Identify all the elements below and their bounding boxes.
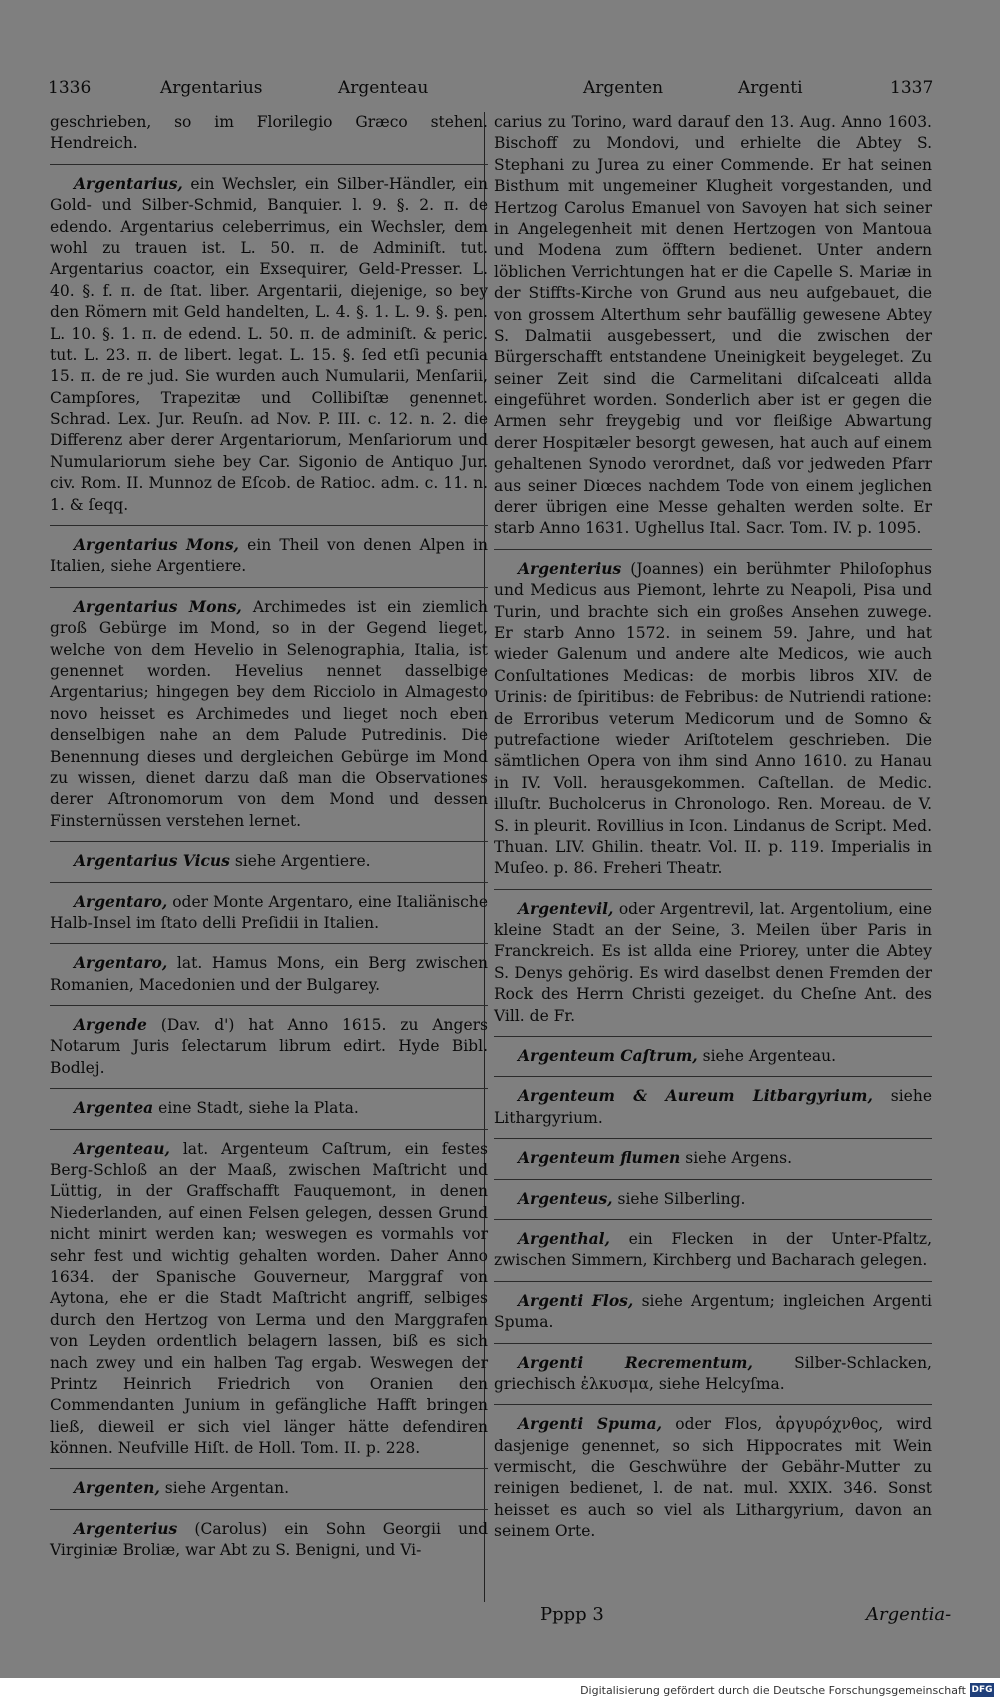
entry-separator	[50, 841, 488, 842]
dictionary-entry	[494, 1228, 932, 1272]
dictionary-entry	[494, 112, 932, 540]
entry-lemma: Argenti Spuma,	[518, 1414, 663, 1434]
entry-lemma: Argende	[74, 1015, 147, 1035]
left-column	[50, 112, 488, 1571]
entry-lemma: Argenteus,	[518, 1188, 613, 1208]
guide-word-3: Argenten	[583, 78, 664, 98]
dictionary-entry	[50, 1477, 488, 1499]
dictionary-entry	[50, 1014, 488, 1079]
entry-lemma: Argentarius Mons,	[74, 596, 242, 616]
entry-text: siehe Argentiere.	[234, 852, 371, 871]
dictionary-entry	[50, 1138, 488, 1460]
dictionary-entry	[50, 112, 488, 155]
entry-separator	[50, 1468, 488, 1469]
dictionary-entry	[50, 891, 488, 935]
entry-lemma: Argenten,	[74, 1478, 160, 1498]
entry-separator	[50, 943, 488, 944]
dictionary-entry	[494, 898, 932, 1027]
entry-lemma: Argentea	[74, 1098, 154, 1118]
entry-separator	[494, 889, 932, 890]
entry-separator	[50, 1005, 488, 1006]
entry-lemma: Argenteum Caſtrum,	[518, 1046, 698, 1066]
entry-text: (Joannes) ein berühmter Philoſophus und Medicus aus Piemont, lehrte zu Neapoli, Pisa und Turin, und brachte sich ein großes Ansehen zuwege. Er starb Anno 1572. in seinem 59. Jahre, und hat wieder Galenum und andere alte Medicos, wie auch Conſultationes Medicas: de morbis libros XIV. de Urinis: de ſpiritibus: de Febribus: de Nutriendi ratione: de Erroribus veterum Medicorum und de Somno & putrefactione wieder Ariſtotelem geschrieben. Die sämtlichen Opera von ihm sind Anno 1610. zu Hanau in IV. Voll. herausgekommen. Caſtellan. de Medic. illuſtr. Bucholcerus in Chronologo. Ren. Moreau. de V. S. in pleurit. Rovillius in Icon. Lindanus de Script. Med. Thuan. LIV. Ghilin. theatr. Vol. II. p. 119. Imperialis in Muſeo. p. 86. Freheri Theatr.	[494, 559, 932, 878]
entry-lemma: Argenterius	[74, 1518, 178, 1538]
page-number-left: 1336	[48, 78, 92, 98]
entry-text: eine Stadt, siehe la Plata.	[158, 1099, 359, 1118]
right-column	[494, 112, 932, 1552]
dictionary-entry	[494, 1290, 932, 1334]
entry-text: oder Argentrevil, lat. Argentolium, eine kleine Stadt an der Seine, 3. Meilen über Paris in Franckreich. Es ist allda eine Priorey, unter die Abtey S. Denys gehörig. Es wird daselbst denen Fremden der Rock des Herrn Christi gezeiget. du Cheſne Ant. des Vill. de Fr.	[494, 899, 932, 1025]
entry-separator	[494, 1036, 932, 1037]
credit-text: Digitalisierung gefördert durch die Deutsche Forschungsgemeinschaft	[580, 1684, 966, 1697]
guide-word-1: Argentarius	[160, 78, 263, 98]
entry-lemma: Argenti Flos,	[518, 1290, 634, 1310]
entry-separator	[50, 587, 488, 588]
signature-mark: Pppp 3	[540, 1604, 604, 1625]
entry-text: geschrieben, so im Florilegio Græco stehen. Hendreich.	[50, 113, 488, 153]
entry-text: oder Flos, ἀργυρόχνθος, wird dasjenige genennet, so sich Hippocrates mit Wein vermischt, die Geschwühre der Gebähr-Mutter zu reinigen bedienet, l. de nat. mul. XXIX. 346. Sonst heisset es auch so viel als Lithargyrium, davon an seinem Orte.	[494, 1415, 932, 1541]
dictionary-entry	[494, 1085, 932, 1129]
entry-separator	[494, 1343, 932, 1344]
entry-lemma: Argentarius,	[74, 173, 183, 193]
entry-text: oder Monte Argentaro, eine Italiänische Halb-Insel im ſtato delli Preſidii in Italien.	[50, 892, 488, 932]
entry-text: siehe Argentum; ingleichen Argenti Spuma.	[494, 1291, 933, 1332]
entry-text: lat. Argenteum Caſtrum, ein festes Berg-Schloß an der Maaß, zwischen Maſtricht und Lüttig, in der Graffschafft Fauquemont, in denen Niederlanden, auf einen Felsen gelegen, dessen Grund nicht minirt werden kan; weswegen es vormahls vor sehr fest und wichtig gehalten worden. Daher Anno 1634. der Spanische Gouverneur, Marggraf von Aytona, ehe er die Stadt Maſtricht angriff, selbiges durch den Hertzog von Lerma und den Marggrafen von Leyden ordentlich belagern lassen, biß es sich nach zwey und ein halben Tag ergab. Weswegen der Printz Heinrich Friedrich von Oranien den Commendanten Junium in gefängliche Hafft bringen ließ, dieweil er sich viel länger hätte defendiren können. Neufville Hiſt. de Holl. Tom. II. p. 228.	[50, 1139, 488, 1458]
page-number-right: 1337	[890, 78, 934, 98]
entry-text: siehe Argenteau.	[702, 1047, 837, 1066]
entry-separator	[494, 1219, 932, 1220]
entry-text: Silber-Schlacken, griechisch ἐλκυσμα, siehe Helcyſma.	[494, 1353, 932, 1393]
entry-lemma: Argenthal,	[518, 1228, 610, 1248]
entry-separator	[494, 1404, 932, 1405]
entry-text: Archimedes ist ein ziemlich groß Gebürge im Mond, so in der Gegend lieget, welche von dem Hevelio in Selenographia, Italia, ist genennet worden. Hevelius nennet dasselbige Argentarius; hingegen bey dem Ricciolo in Almagesto novo heisset es Archimedes und lieget noch eben denselbigen nahe an dem Palude Putredinis. Die Benennung dieses und dergleichen Gebürge im Mond zu wissen, dienet darzu daß man die Observationes derer Aſtronomorum von dem Mond und dessen Finsternüssen verstehen lernet.	[50, 597, 488, 830]
entry-text: (Carolus) ein Sohn Georgii und Virginiæ Broliæ, war Abt zu S. Benigni, und Vi-	[50, 1519, 488, 1560]
dictionary-entry	[50, 850, 488, 872]
entry-separator	[50, 1509, 488, 1510]
entry-separator	[494, 1138, 932, 1139]
dictionary-entry	[494, 558, 932, 880]
entry-lemma: Argentaro,	[74, 953, 168, 973]
entry-lemma: Argenterius	[518, 558, 622, 578]
entry-separator	[494, 1076, 932, 1077]
dictionary-entry	[494, 1352, 932, 1396]
entry-separator	[494, 549, 932, 550]
dfg-logo: DFG	[971, 1685, 993, 1695]
entry-text: siehe Lithargyrium.	[494, 1087, 932, 1127]
entry-text: carius zu Torino, ward darauf den 13. Aug. Anno 1603. Bischoff zu Mondovi, und erhielte die Abtey S. Stephani zu Jurea zu einer Commende. Er hat seinen Bisthum mit ungemeiner Klugheit vorgestanden, und Hertzog Carolus Emanuel von Savoyen hat sich seiner in Angelegenheit mit denen Hertzogen von Mantoua und Modena zum öfftern bedienet. Unter andern löblichen Verrichtungen hat er die Capelle S. Mariæ in der Stiffts-Kirche von Grund aus neu aufgebauet, die von grossem Alterthum sehr baufällig gewesene Abtey S. Dalmatii ausgebessert, und die zwischen der Bürgerschafft entstandene Uneinigkeit beygeleget. Zu seiner Zeit sind die Carmelitani diſcalceati allda eingeführet worden. Sonderlich aber ist er gegen die Armen sehr freygebig und vor fleißige Abwartung derer Hospitæler besorgt gewesen, hat auch auf einem gehaltenen Synodo verordnet, daß vor jedweden Pfarr aus seiner Diœces nachdem Tode von einem jeglichen derer übrigen eine Messe gehalten werden solte. Er starb Anno 1631. Ughellus Ital. Sacr. Tom. IV. p. 1095.	[494, 113, 932, 538]
entry-lemma: Argenteum flumen	[518, 1148, 681, 1168]
dictionary-entry	[50, 596, 488, 832]
entry-lemma: Argenti Recrementum,	[518, 1352, 753, 1372]
entry-lemma: Argentarius Mons,	[74, 535, 239, 555]
entry-separator	[494, 1281, 932, 1282]
entry-separator	[50, 525, 488, 526]
entry-separator	[50, 164, 488, 165]
entry-lemma: Argentevil,	[518, 898, 614, 918]
entry-text: siehe Silberling.	[617, 1189, 746, 1208]
running-header	[48, 78, 934, 102]
page-footer	[0, 1604, 1000, 1644]
dictionary-entry	[494, 1045, 932, 1067]
entry-lemma: Argenteau,	[74, 1138, 170, 1158]
entry-text: lat. Hamus Mons, ein Berg zwischen Romanien, Macedonien und der Bulgarey.	[50, 954, 488, 994]
entry-text: siehe Argens.	[685, 1149, 792, 1168]
entry-text: ein Theil von denen Alpen in Italien, siehe Argentiere.	[50, 536, 488, 576]
entry-text: ein Wechsler, ein Silber-Händler, ein Gold- und Silber-Schmid, Banquier. l. 9. §. 2. π. de edendo. Argentarius celeberrimus, ein Wechsler, dem wohl zu trauen ist. L. 50. π. de Adminiſt. tut. Argentarius coactor, ein Exsequirer, Geld-Presser. L. 40. §. f. π. de ſtat. liber. Argentarii, diejenige, so bey den Römern mit Geld handelten, L. 4. §. 1. L. 9. §. pen. L. 10. §. 1. π. de edend. L. 50. π. de adminiſt. & peric. tut. L. 23. π. de libert. legat. L. 15. §. ſed etſi pecunia 15. π. de re jud. Sie wurden auch Numularii, Menſarii, Campſores, Trapezitæ und Collibiſtæ genennet. Schrad. Lex. Jur. Reuſn. ad Nov. P. III. c. 12. n. 2. die Differenz aber derer Argentariorum, Menſariorum und Numulariorum siehe bey Car. Sigonio de Antiquo Jur. civ. Rom. II. Munnoz de Eſcob. de Ratioc. adm. c. 11. n. 1. & ſeqq.	[50, 174, 488, 514]
dictionary-entry	[50, 534, 488, 578]
entry-lemma: Argentaro,	[74, 891, 168, 911]
dictionary-entry	[494, 1413, 932, 1542]
dictionary-entry	[50, 173, 488, 516]
dictionary-entry	[50, 952, 488, 996]
entry-text: ein Flecken in der Unter-Pfaltz, zwischen Simmern, Kirchberg und Bacharach gelegen.	[494, 1229, 932, 1270]
entry-separator	[50, 882, 488, 883]
dictionary-entry	[494, 1147, 932, 1169]
entry-text: (Dav. d') hat Anno 1615. zu Angers Notarum Juris ſelectarum librum edirt. Hyde Bibl. Bodlej.	[50, 1016, 488, 1077]
catchword: Argentia-	[866, 1604, 952, 1625]
dictionary-entry	[50, 1518, 488, 1562]
guide-word-4: Argenti	[738, 78, 803, 98]
dictionary-entry	[50, 1097, 488, 1119]
digitization-credit-bar	[0, 1678, 1000, 1702]
entry-lemma: Argentarius Vicus	[74, 851, 230, 871]
dictionary-entry	[494, 1188, 932, 1210]
entry-separator	[50, 1129, 488, 1130]
entry-lemma: Argenteum & Aureum Litbargyrium,	[518, 1086, 873, 1106]
entry-separator	[494, 1179, 932, 1180]
entry-separator	[50, 1088, 488, 1089]
entry-text: siehe Argentan.	[164, 1479, 290, 1498]
guide-word-2: Argenteau	[338, 78, 429, 98]
